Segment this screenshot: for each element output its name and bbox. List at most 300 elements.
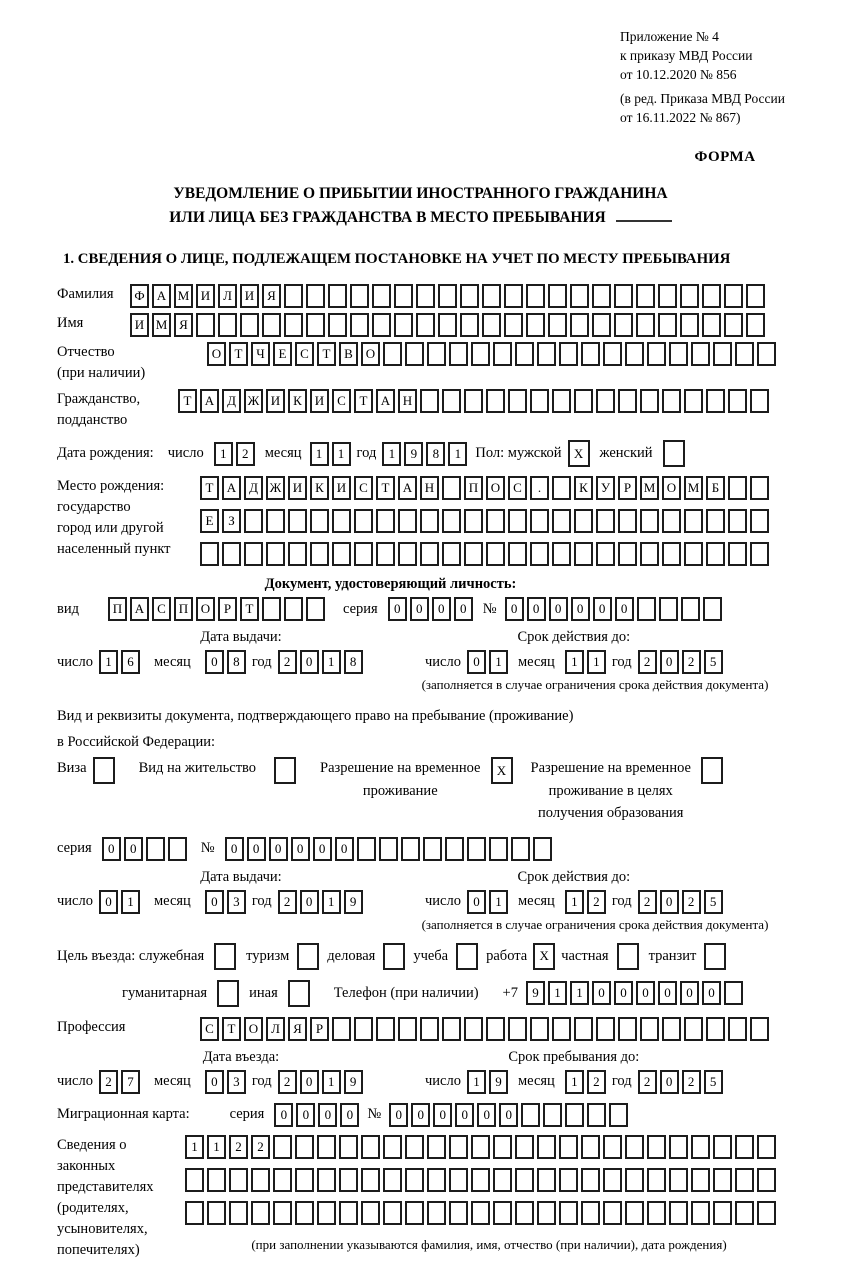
purpose-box[interactable]	[617, 943, 639, 970]
birth-day-cell[interactable]: 1	[214, 442, 233, 466]
profession-cell[interactable]	[728, 1017, 747, 1041]
profession-cell[interactable]	[552, 1017, 571, 1041]
representative-cell[interactable]	[383, 1135, 402, 1159]
valid-year-cell[interactable]: 2	[638, 650, 657, 674]
surname-cell[interactable]	[416, 284, 435, 308]
profession-cell[interactable]: Я	[288, 1017, 307, 1041]
patronymic-cell[interactable]: Т	[229, 342, 248, 366]
birthplace-cell[interactable]	[288, 509, 307, 533]
citizenship-cell[interactable]: И	[266, 389, 285, 413]
representative-cell[interactable]	[581, 1135, 600, 1159]
representative-cell[interactable]	[559, 1168, 578, 1192]
representative-cell[interactable]	[537, 1135, 556, 1159]
citizenship-cell[interactable]: А	[376, 389, 395, 413]
representative-cell[interactable]	[735, 1135, 754, 1159]
sex-male-box[interactable]: X	[568, 440, 590, 467]
issue-day-cell[interactable]: 6	[121, 650, 140, 674]
birthplace-cell[interactable]	[552, 542, 571, 566]
birthplace-cell[interactable]: Е	[200, 509, 219, 533]
birthplace-cell[interactable]	[750, 509, 769, 533]
firstname-cell[interactable]	[372, 313, 391, 337]
representative-cell[interactable]	[757, 1168, 776, 1192]
profession-cell[interactable]: О	[244, 1017, 263, 1041]
profession-cell[interactable]	[662, 1017, 681, 1041]
citizenship-cell[interactable]: Т	[178, 389, 197, 413]
birthplace-cell[interactable]	[376, 542, 395, 566]
surname-cell[interactable]	[548, 284, 567, 308]
birthplace-cell[interactable]	[398, 542, 417, 566]
citizenship-cell[interactable]	[662, 389, 681, 413]
representative-cell[interactable]	[757, 1201, 776, 1225]
valid-day-cell[interactable]: 0	[467, 650, 486, 674]
birthplace-cell[interactable]: П	[464, 476, 483, 500]
representative-cell[interactable]	[449, 1168, 468, 1192]
residence-issue-day-cell[interactable]: 0	[99, 890, 118, 914]
migration-number-cell[interactable]	[521, 1103, 540, 1127]
birthplace-cell[interactable]	[266, 542, 285, 566]
representative-cell[interactable]	[691, 1135, 710, 1159]
representative-cell[interactable]	[493, 1168, 512, 1192]
identity-number-cell[interactable]: 0	[615, 597, 634, 621]
residence-permit-box[interactable]	[274, 757, 296, 784]
surname-cell[interactable]	[460, 284, 479, 308]
representative-cell[interactable]	[603, 1135, 622, 1159]
profession-cell[interactable]	[464, 1017, 483, 1041]
representative-cell[interactable]	[581, 1168, 600, 1192]
birthplace-cell[interactable]: Б	[706, 476, 725, 500]
stay-month-cell[interactable]: 2	[587, 1070, 606, 1094]
representative-cell[interactable]: 1	[207, 1135, 226, 1159]
representative-cell[interactable]	[471, 1135, 490, 1159]
identity-kind-cell[interactable]: П	[174, 597, 193, 621]
purpose-box[interactable]	[288, 980, 310, 1007]
representative-cell[interactable]	[669, 1168, 688, 1192]
residence-issue-year-cell[interactable]: 0	[300, 890, 319, 914]
surname-cell[interactable]	[636, 284, 655, 308]
birthplace-cell[interactable]: А	[222, 476, 241, 500]
representative-cell[interactable]	[647, 1168, 666, 1192]
representative-cell[interactable]	[361, 1201, 380, 1225]
representative-cell[interactable]	[493, 1201, 512, 1225]
representative-cell[interactable]	[493, 1135, 512, 1159]
birthplace-cell[interactable]	[464, 542, 483, 566]
firstname-cell[interactable]	[592, 313, 611, 337]
citizenship-cell[interactable]	[442, 389, 461, 413]
entry-year-cell[interactable]: 2	[278, 1070, 297, 1094]
residence-number-cell[interactable]	[489, 837, 508, 861]
temp-residence-edu-box[interactable]	[701, 757, 723, 784]
firstname-cell[interactable]	[438, 313, 457, 337]
identity-kind-cell[interactable]: П	[108, 597, 127, 621]
migration-number-cell[interactable]: 0	[433, 1103, 452, 1127]
stay-year-cell[interactable]: 5	[704, 1070, 723, 1094]
entry-year-cell[interactable]: 1	[322, 1070, 341, 1094]
citizenship-cell[interactable]: С	[332, 389, 351, 413]
residence-issue-day-cell[interactable]: 1	[121, 890, 140, 914]
profession-cell[interactable]	[442, 1017, 461, 1041]
identity-seriya-cell[interactable]: 0	[388, 597, 407, 621]
surname-cell[interactable]	[680, 284, 699, 308]
purpose-box[interactable]	[214, 943, 236, 970]
representative-cell[interactable]	[185, 1168, 204, 1192]
representative-cell[interactable]	[339, 1168, 358, 1192]
citizenship-cell[interactable]	[706, 389, 725, 413]
identity-number-cell[interactable]: 0	[571, 597, 590, 621]
representative-cell[interactable]	[647, 1135, 666, 1159]
representative-cell[interactable]	[603, 1168, 622, 1192]
purpose-box[interactable]	[297, 943, 319, 970]
entry-year-cell[interactable]: 0	[300, 1070, 319, 1094]
residence-seriya-cell[interactable]	[146, 837, 165, 861]
residence-number-cell[interactable]: 0	[291, 837, 310, 861]
patronymic-cell[interactable]	[669, 342, 688, 366]
surname-cell[interactable]	[746, 284, 765, 308]
birthplace-cell[interactable]: .	[530, 476, 549, 500]
birthplace-cell[interactable]	[244, 542, 263, 566]
birthplace-cell[interactable]	[706, 509, 725, 533]
identity-kind-cell[interactable]	[262, 597, 281, 621]
birthplace-cell[interactable]: Ж	[266, 476, 285, 500]
representative-cell[interactable]	[251, 1168, 270, 1192]
surname-cell[interactable]	[350, 284, 369, 308]
birthplace-cell[interactable]	[728, 542, 747, 566]
representative-cell[interactable]	[383, 1168, 402, 1192]
birthplace-cell[interactable]: Д	[244, 476, 263, 500]
residence-number-cell[interactable]	[379, 837, 398, 861]
representative-cell[interactable]	[625, 1168, 644, 1192]
birthplace-cell[interactable]: И	[288, 476, 307, 500]
representative-cell[interactable]	[317, 1135, 336, 1159]
identity-kind-cell[interactable]: А	[130, 597, 149, 621]
representative-cell[interactable]	[295, 1168, 314, 1192]
representative-cell[interactable]	[427, 1135, 446, 1159]
residence-number-cell[interactable]	[423, 837, 442, 861]
citizenship-cell[interactable]	[618, 389, 637, 413]
migration-seriya-cell[interactable]: 0	[296, 1103, 315, 1127]
representative-cell[interactable]	[603, 1201, 622, 1225]
valid-year-cell[interactable]: 5	[704, 650, 723, 674]
representative-cell[interactable]	[427, 1201, 446, 1225]
birthplace-cell[interactable]	[288, 542, 307, 566]
representative-cell[interactable]	[185, 1201, 204, 1225]
birthplace-cell[interactable]	[376, 509, 395, 533]
profession-cell[interactable]: Р	[310, 1017, 329, 1041]
residence-number-cell[interactable]	[467, 837, 486, 861]
residence-valid-year-cell[interactable]: 0	[660, 890, 679, 914]
entry-year-cell[interactable]: 9	[344, 1070, 363, 1094]
representative-cell[interactable]	[207, 1168, 226, 1192]
surname-cell[interactable]: А	[152, 284, 171, 308]
representative-cell[interactable]	[207, 1201, 226, 1225]
birthplace-cell[interactable]	[310, 509, 329, 533]
profession-cell[interactable]	[332, 1017, 351, 1041]
citizenship-cell[interactable]	[640, 389, 659, 413]
representative-cell[interactable]	[537, 1201, 556, 1225]
representative-cell[interactable]	[339, 1135, 358, 1159]
birthplace-cell[interactable]: О	[486, 476, 505, 500]
citizenship-cell[interactable]	[486, 389, 505, 413]
firstname-cell[interactable]	[570, 313, 589, 337]
representative-cell[interactable]	[713, 1135, 732, 1159]
surname-cell[interactable]: Я	[262, 284, 281, 308]
birthplace-cell[interactable]	[354, 542, 373, 566]
migration-number-cell[interactable]: 0	[455, 1103, 474, 1127]
birthplace-cell[interactable]	[552, 509, 571, 533]
profession-cell[interactable]	[640, 1017, 659, 1041]
purpose-box[interactable]	[217, 980, 239, 1007]
issue-year-cell[interactable]: 8	[344, 650, 363, 674]
patronymic-cell[interactable]	[757, 342, 776, 366]
profession-cell[interactable]	[596, 1017, 615, 1041]
citizenship-cell[interactable]: К	[288, 389, 307, 413]
residence-issue-year-cell[interactable]: 9	[344, 890, 363, 914]
entry-month-cell[interactable]: 0	[205, 1070, 224, 1094]
firstname-cell[interactable]	[218, 313, 237, 337]
stay-year-cell[interactable]: 2	[682, 1070, 701, 1094]
birthplace-cell[interactable]	[244, 509, 263, 533]
firstname-cell[interactable]: Я	[174, 313, 193, 337]
stay-year-cell[interactable]: 2	[638, 1070, 657, 1094]
birthplace-cell[interactable]	[574, 542, 593, 566]
birthplace-cell[interactable]: Н	[420, 476, 439, 500]
surname-cell[interactable]	[482, 284, 501, 308]
stay-year-cell[interactable]: 0	[660, 1070, 679, 1094]
patronymic-cell[interactable]	[691, 342, 710, 366]
firstname-cell[interactable]	[284, 313, 303, 337]
identity-number-cell[interactable]: 0	[505, 597, 524, 621]
patronymic-cell[interactable]	[647, 342, 666, 366]
birthplace-cell[interactable]	[486, 542, 505, 566]
identity-number-cell[interactable]	[681, 597, 700, 621]
citizenship-cell[interactable]	[596, 389, 615, 413]
profession-cell[interactable]: Л	[266, 1017, 285, 1041]
representative-cell[interactable]	[273, 1201, 292, 1225]
patronymic-cell[interactable]: Т	[317, 342, 336, 366]
sex-female-box[interactable]	[663, 440, 685, 467]
citizenship-cell[interactable]	[530, 389, 549, 413]
firstname-cell[interactable]	[680, 313, 699, 337]
migration-number-cell[interactable]	[587, 1103, 606, 1127]
migration-number-cell[interactable]: 0	[477, 1103, 496, 1127]
residence-number-cell[interactable]: 0	[225, 837, 244, 861]
representative-cell[interactable]	[537, 1168, 556, 1192]
representative-cell[interactable]	[405, 1201, 424, 1225]
representative-cell[interactable]	[339, 1201, 358, 1225]
issue-year-cell[interactable]: 0	[300, 650, 319, 674]
firstname-cell[interactable]	[702, 313, 721, 337]
valid-day-cell[interactable]: 1	[489, 650, 508, 674]
patronymic-cell[interactable]	[515, 342, 534, 366]
surname-cell[interactable]: Л	[218, 284, 237, 308]
issue-year-cell[interactable]: 1	[322, 650, 341, 674]
representative-cell[interactable]	[273, 1168, 292, 1192]
birthplace-cell[interactable]	[530, 509, 549, 533]
purpose-box[interactable]	[704, 943, 726, 970]
birthplace-cell[interactable]	[442, 542, 461, 566]
representative-cell[interactable]	[691, 1201, 710, 1225]
residence-issue-year-cell[interactable]: 2	[278, 890, 297, 914]
birthplace-cell[interactable]	[596, 509, 615, 533]
profession-cell[interactable]	[750, 1017, 769, 1041]
birthplace-cell[interactable]	[354, 509, 373, 533]
representative-cell[interactable]	[229, 1201, 248, 1225]
residence-issue-month-cell[interactable]: 3	[227, 890, 246, 914]
birthplace-cell[interactable]	[398, 509, 417, 533]
residence-number-cell[interactable]	[401, 837, 420, 861]
purpose-box[interactable]	[456, 943, 478, 970]
representative-cell[interactable]	[361, 1135, 380, 1159]
patronymic-cell[interactable]	[537, 342, 556, 366]
patronymic-cell[interactable]	[449, 342, 468, 366]
identity-seriya-cell[interactable]: 0	[454, 597, 473, 621]
representative-cell[interactable]	[691, 1168, 710, 1192]
patronymic-cell[interactable]	[493, 342, 512, 366]
firstname-cell[interactable]	[724, 313, 743, 337]
issue-month-cell[interactable]: 0	[205, 650, 224, 674]
residence-seriya-cell[interactable]: 0	[102, 837, 121, 861]
identity-number-cell[interactable]: 0	[527, 597, 546, 621]
citizenship-cell[interactable]: А	[200, 389, 219, 413]
surname-cell[interactable]	[284, 284, 303, 308]
birthplace-cell[interactable]: А	[398, 476, 417, 500]
birthplace-cell[interactable]: С	[508, 476, 527, 500]
valid-year-cell[interactable]: 2	[682, 650, 701, 674]
surname-cell[interactable]	[526, 284, 545, 308]
residence-valid-day-cell[interactable]: 0	[467, 890, 486, 914]
surname-cell[interactable]	[570, 284, 589, 308]
profession-cell[interactable]	[420, 1017, 439, 1041]
identity-number-cell[interactable]	[637, 597, 656, 621]
identity-kind-cell[interactable]	[284, 597, 303, 621]
phone-cell[interactable]: 0	[614, 981, 633, 1005]
residence-seriya-cell[interactable]	[168, 837, 187, 861]
representative-cell[interactable]	[713, 1201, 732, 1225]
identity-kind-cell[interactable]: О	[196, 597, 215, 621]
firstname-cell[interactable]	[636, 313, 655, 337]
profession-cell[interactable]	[706, 1017, 725, 1041]
patronymic-cell[interactable]	[383, 342, 402, 366]
purpose-box[interactable]	[383, 943, 405, 970]
migration-number-cell[interactable]: 0	[499, 1103, 518, 1127]
birthplace-cell[interactable]: С	[354, 476, 373, 500]
firstname-cell[interactable]	[306, 313, 325, 337]
citizenship-cell[interactable]: Д	[222, 389, 241, 413]
surname-cell[interactable]	[614, 284, 633, 308]
surname-cell[interactable]	[658, 284, 677, 308]
surname-cell[interactable]	[438, 284, 457, 308]
patronymic-cell[interactable]: О	[207, 342, 226, 366]
phone-cell[interactable]: 0	[658, 981, 677, 1005]
residence-number-cell[interactable]	[533, 837, 552, 861]
birthplace-cell[interactable]	[530, 542, 549, 566]
patronymic-cell[interactable]: В	[339, 342, 358, 366]
valid-month-cell[interactable]: 1	[587, 650, 606, 674]
representative-cell[interactable]	[427, 1168, 446, 1192]
birthplace-cell[interactable]: К	[310, 476, 329, 500]
birth-month-cell[interactable]: 1	[310, 442, 329, 466]
surname-cell[interactable]	[372, 284, 391, 308]
identity-seriya-cell[interactable]: 0	[432, 597, 451, 621]
firstname-cell[interactable]	[350, 313, 369, 337]
birthplace-cell[interactable]	[640, 509, 659, 533]
phone-cell[interactable]: 1	[570, 981, 589, 1005]
birthplace-cell[interactable]	[508, 509, 527, 533]
representative-cell[interactable]	[471, 1201, 490, 1225]
representative-cell[interactable]	[559, 1135, 578, 1159]
birthplace-cell[interactable]	[618, 542, 637, 566]
birthplace-cell[interactable]	[420, 542, 439, 566]
birthplace-cell[interactable]	[332, 542, 351, 566]
birthplace-cell[interactable]: К	[574, 476, 593, 500]
surname-cell[interactable]: И	[196, 284, 215, 308]
identity-seriya-cell[interactable]: 0	[410, 597, 429, 621]
profession-cell[interactable]	[354, 1017, 373, 1041]
representative-cell[interactable]	[625, 1135, 644, 1159]
patronymic-cell[interactable]: С	[295, 342, 314, 366]
residence-number-cell[interactable]: 0	[313, 837, 332, 861]
firstname-cell[interactable]	[240, 313, 259, 337]
firstname-cell[interactable]	[482, 313, 501, 337]
citizenship-cell[interactable]: Т	[354, 389, 373, 413]
birthplace-cell[interactable]	[662, 509, 681, 533]
citizenship-cell[interactable]: И	[310, 389, 329, 413]
residence-number-cell[interactable]: 0	[269, 837, 288, 861]
birthplace-cell[interactable]	[684, 542, 703, 566]
residence-valid-year-cell[interactable]: 2	[682, 890, 701, 914]
visa-box[interactable]	[93, 757, 115, 784]
representative-cell[interactable]	[625, 1201, 644, 1225]
residence-issue-month-cell[interactable]: 0	[205, 890, 224, 914]
birthplace-cell[interactable]	[310, 542, 329, 566]
patronymic-cell[interactable]: Ч	[251, 342, 270, 366]
birthplace-cell[interactable]	[486, 509, 505, 533]
profession-cell[interactable]	[684, 1017, 703, 1041]
representative-cell[interactable]	[361, 1168, 380, 1192]
patronymic-cell[interactable]	[471, 342, 490, 366]
phone-cell[interactable]: 0	[592, 981, 611, 1005]
representative-cell[interactable]	[317, 1168, 336, 1192]
representative-cell[interactable]	[735, 1201, 754, 1225]
firstname-cell[interactable]	[746, 313, 765, 337]
birthplace-cell[interactable]: У	[596, 476, 615, 500]
birthplace-cell[interactable]	[750, 542, 769, 566]
identity-number-cell[interactable]: 0	[593, 597, 612, 621]
representative-cell[interactable]	[515, 1201, 534, 1225]
residence-valid-day-cell[interactable]: 1	[489, 890, 508, 914]
birthplace-cell[interactable]	[662, 542, 681, 566]
residence-number-cell[interactable]	[357, 837, 376, 861]
residence-number-cell[interactable]: 0	[335, 837, 354, 861]
representative-cell[interactable]	[273, 1135, 292, 1159]
surname-cell[interactable]	[724, 284, 743, 308]
representative-cell[interactable]	[713, 1168, 732, 1192]
residence-valid-month-cell[interactable]: 2	[587, 890, 606, 914]
surname-cell[interactable]: Ф	[130, 284, 149, 308]
birth-year-cell[interactable]: 1	[448, 442, 467, 466]
birthplace-cell[interactable]: Т	[376, 476, 395, 500]
valid-year-cell[interactable]: 0	[660, 650, 679, 674]
patronymic-cell[interactable]	[625, 342, 644, 366]
profession-cell[interactable]	[398, 1017, 417, 1041]
representative-cell[interactable]	[405, 1168, 424, 1192]
citizenship-cell[interactable]	[420, 389, 439, 413]
profession-cell[interactable]	[618, 1017, 637, 1041]
birth-year-cell[interactable]: 9	[404, 442, 423, 466]
profession-cell[interactable]	[376, 1017, 395, 1041]
surname-cell[interactable]	[394, 284, 413, 308]
birth-month-cell[interactable]: 1	[332, 442, 351, 466]
representative-cell[interactable]	[581, 1201, 600, 1225]
